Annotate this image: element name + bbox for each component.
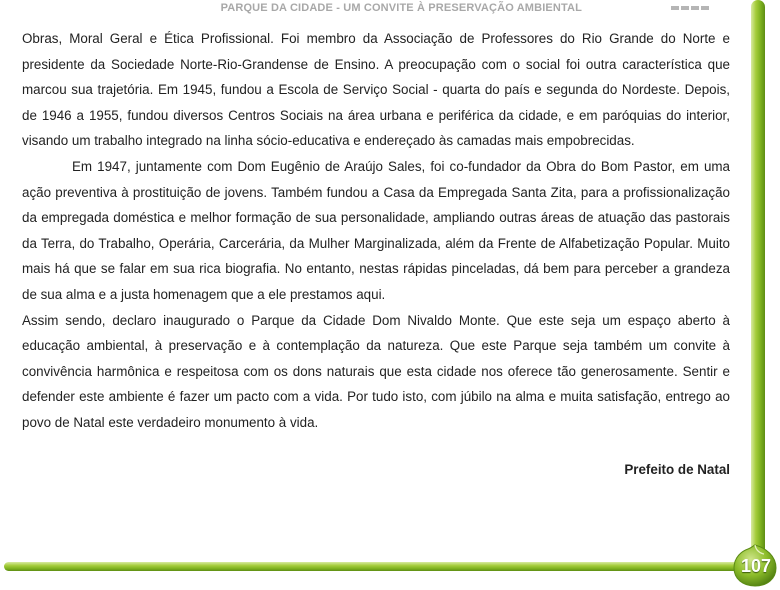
page-number: 107 (740, 556, 772, 576)
header-title: PARQUE DA CIDADE - UM CONVITE À PRESERVAÇÃO AMBIENTAL (220, 2, 582, 14)
body-text (22, 26, 730, 436)
running-header (0, 2, 700, 18)
bottom-decorative-bar (4, 562, 744, 571)
paragraph-2: Em 1947, juntamente com Dom Eugênio de Araújo Sales, foi co-fundador da Obra do Bom Pastor, em uma ação preventiva à prostituição de jovens. Também fundou a Casa da Empregada Santa Zita, para a profissionalização da empregada doméstica e melhor formação de sua personalidade, ampliando outras áreas de atuação das pastorais da Terra, do Trabalho, Operária, Carcerária, da Mulher Marginalizada, além da Frente de Alfabetização Popular. Muito mais há que se falar em sua rica biografia. No entanto, nestas rápidas pinceladas, dá bem para perceber a grandeza de sua alma e a justa homenagem que a ele prestamos aqui. (22, 158, 730, 302)
paragraph-1: Obras, Moral Geral e Ética Profissional. Foi membro da Associação de Professores do Rio Grande do Norte e presidente da Sociedade Norte-Rio-Grandense de Ensino. A preocupação com o social foi outra característica que marcou sua trajetória. Em 1945, fundou a Escola de Serviço Social - quarta do país e segunda do Nordeste. Depois, de 1946 a 1955, fundou diversos Centros Sociais na área urbana e periférica da cidade, e em paróquias do interior, visando um trabalho integrado na linha sócio-educativa e endereçado às camadas mais empobrecidas. (22, 31, 730, 149)
header-dash-ornament (671, 6, 711, 10)
paragraph-3: Assim sendo, declaro inaugurado o Parque da Cidade Dom Nivaldo Monte. Que este seja um espaço aberto à educação ambiental, à preservação e à contemplação da natureza. Que este Parque seja também um convite à convivência harmônica e respeitosa com os dons naturais que esta cidade nos oferece tão generosamente. Sentir e defender este ambiente é fazer um pacto com a vida. Por tudo isto, com júbilo na alma e muita satisfação, entrego ao povo de Natal este verdadeiro monumento à vida. (22, 312, 730, 430)
right-decorative-bar (751, 0, 765, 556)
signature: Prefeito de Natal (624, 462, 730, 477)
